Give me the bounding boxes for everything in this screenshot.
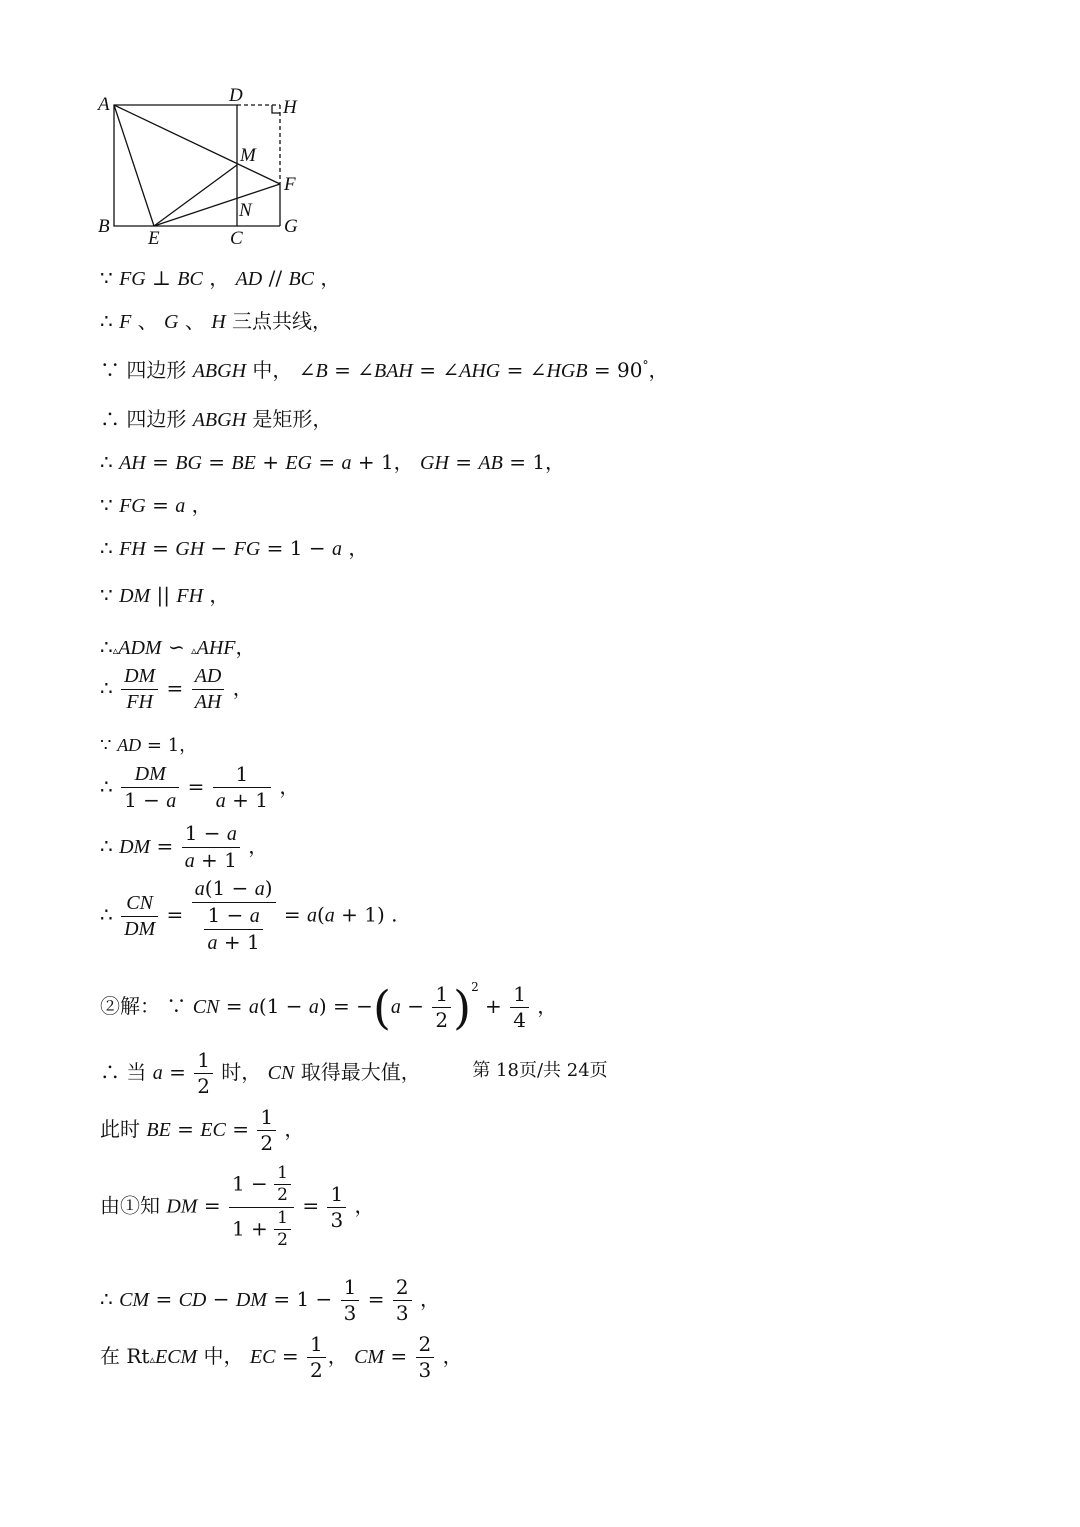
label-a: A (98, 94, 110, 115)
label-e: E (148, 228, 160, 249)
geometry-figure (90, 80, 320, 250)
solution-line: ∵ DM || FH ， (100, 583, 230, 607)
label-m: M (240, 145, 256, 166)
label-d: D (229, 85, 243, 106)
solution-line: ②解： ∵ CN = a(1 − a) = −(a − $\frac{1}{2}$ )$^2$ + $\frac{1}{4}$ ， (100, 980, 558, 1035)
solution-line: ∴▵ADM ∽ ▵AHF， (100, 635, 256, 659)
page-footer: 第 18页/共 24页 (472, 1060, 608, 1081)
label-h: H (283, 97, 297, 118)
solution-line: ∵ AD = 1， (100, 735, 198, 756)
solution-line: ∴ $\frac{CN}{DM}$ = $\frac{a(1 - a)}{\frac{1 - a}{a + 1}}$ = a(a + 1) . (100, 876, 398, 954)
label-g: G (284, 216, 298, 237)
solution-line: ∴ 四边形 ABGH 是矩形， (100, 407, 333, 431)
solution-line: ∴ 当 a = $\frac{1}{2}$ 时， CN 取得最大值， (100, 1048, 421, 1098)
label-c: C (230, 228, 243, 249)
solution-line: 在 Rt▵ECM 中， EC = $\frac{1}{2}$ ， CM = $\frac{2}{3}$ ， (100, 1332, 463, 1382)
solution-line: ∴ $\frac{DM}{FH}$ = $\frac{AD}{AH}$ ， (100, 665, 253, 713)
solution-line: ∵ FG ⊥ BC ， AD // BC ， (100, 266, 341, 290)
right-angle-mark-h (272, 105, 280, 113)
segment-ae (114, 105, 154, 226)
solution-line: 此时 BE = EC = $\frac{1}{2}$ ， (100, 1105, 305, 1155)
square-abcd (114, 105, 237, 226)
solution-line: ∴ FH = GH − FG = 1 − a ， (100, 536, 369, 560)
segment-em (154, 165, 237, 226)
solution-line: 由①知 DM = 1 − $\frac{1}{2}$ 1 + $\frac{1}{2}$ = $\frac{1}{3}$ ， (100, 1163, 375, 1250)
solution-line: ∴ AH = BG = BE + EG = a + 1， GH = AB = 1， (100, 450, 566, 474)
segment-ef (154, 184, 280, 226)
solution-line: ∵ 四边形 ABGH 中， ∠B = ∠BAH = ∠AHG = ∠HGB = 90°， (100, 358, 669, 382)
solution-line: ∴ CM = CD − DM = 1 − $\frac{1}{3}$ = $\frac{2}{3}$ ， (100, 1275, 440, 1325)
label-b: B (98, 216, 110, 237)
solution-line: ∵ FG = a ， (100, 493, 212, 517)
solution-line: ∴ $\frac{DM}{1 - a}$ = $\frac{1}{a + 1}$ ， (100, 762, 300, 812)
solution-line: ∴ DM = $\frac{1 - a}{a + 1}$ ， (100, 821, 269, 872)
label-n: N (239, 200, 252, 221)
label-f: F (284, 174, 296, 195)
solution-line: ∴ F 、 G 、 H 三点共线， (100, 309, 333, 333)
